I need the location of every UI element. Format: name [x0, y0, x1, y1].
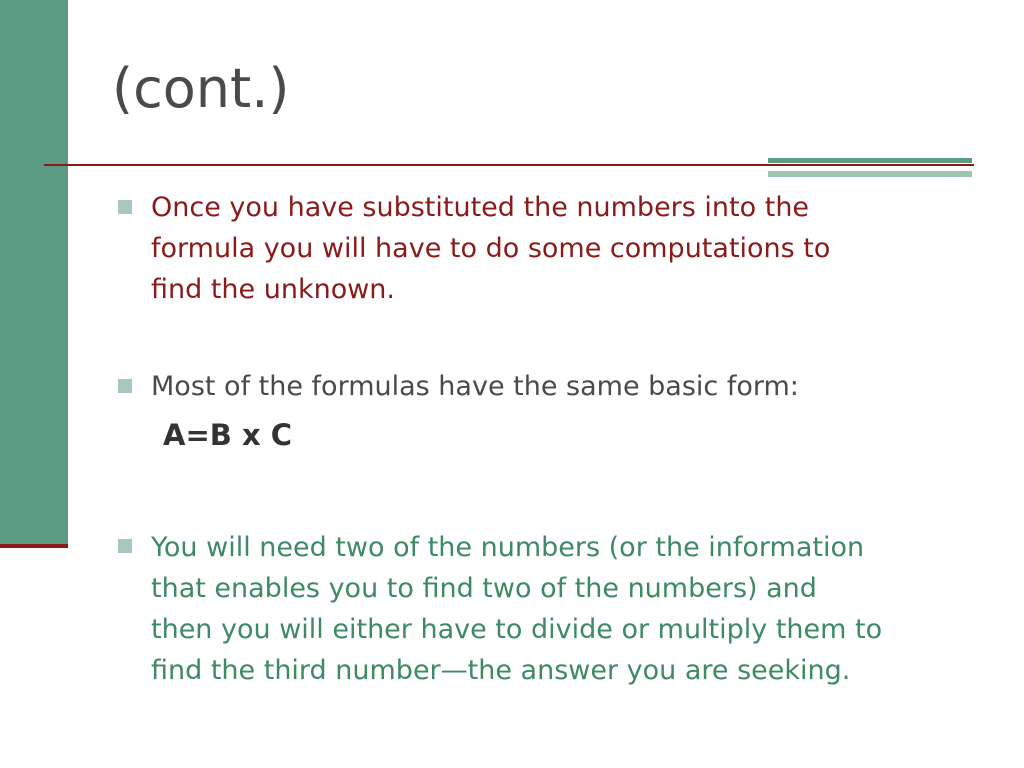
title-divider-line — [44, 164, 974, 166]
bullet-3-text — [151, 527, 882, 691]
bullet-3-line-3: then you will either have to divide or multiply them to — [151, 614, 883, 645]
title-accent-bar-bottom — [768, 171, 972, 177]
bullet-1-line-1: Once you have substituted the numbers into the — [151, 192, 810, 223]
title-accent-bar-top — [768, 158, 972, 163]
bullet-1-line-3: find the unknown. — [151, 274, 396, 305]
bullet-marker-icon — [118, 200, 132, 214]
left-accent-underline — [0, 544, 68, 548]
bullet-marker-icon — [118, 539, 132, 553]
formula: A=B x C — [163, 418, 293, 452]
bullet-3-line-1: You will need two of the numbers (or the information — [151, 532, 865, 563]
bullet-marker-icon — [118, 379, 132, 393]
bullet-2-line-1: Most of the formulas have the same basic form: — [151, 371, 799, 402]
bullet-2-text — [151, 366, 799, 407]
bullet-3-line-2: that enables you to find two of the numbers) and — [151, 573, 817, 604]
bullet-1-line-2: formula you will have to do some computations to — [151, 233, 831, 264]
slide-title: (cont.) — [112, 57, 290, 120]
left-accent-bar — [0, 0, 68, 548]
bullet-3-line-4: find the third number—the answer you are seeking. — [151, 655, 851, 686]
bullet-1-text — [151, 187, 830, 310]
